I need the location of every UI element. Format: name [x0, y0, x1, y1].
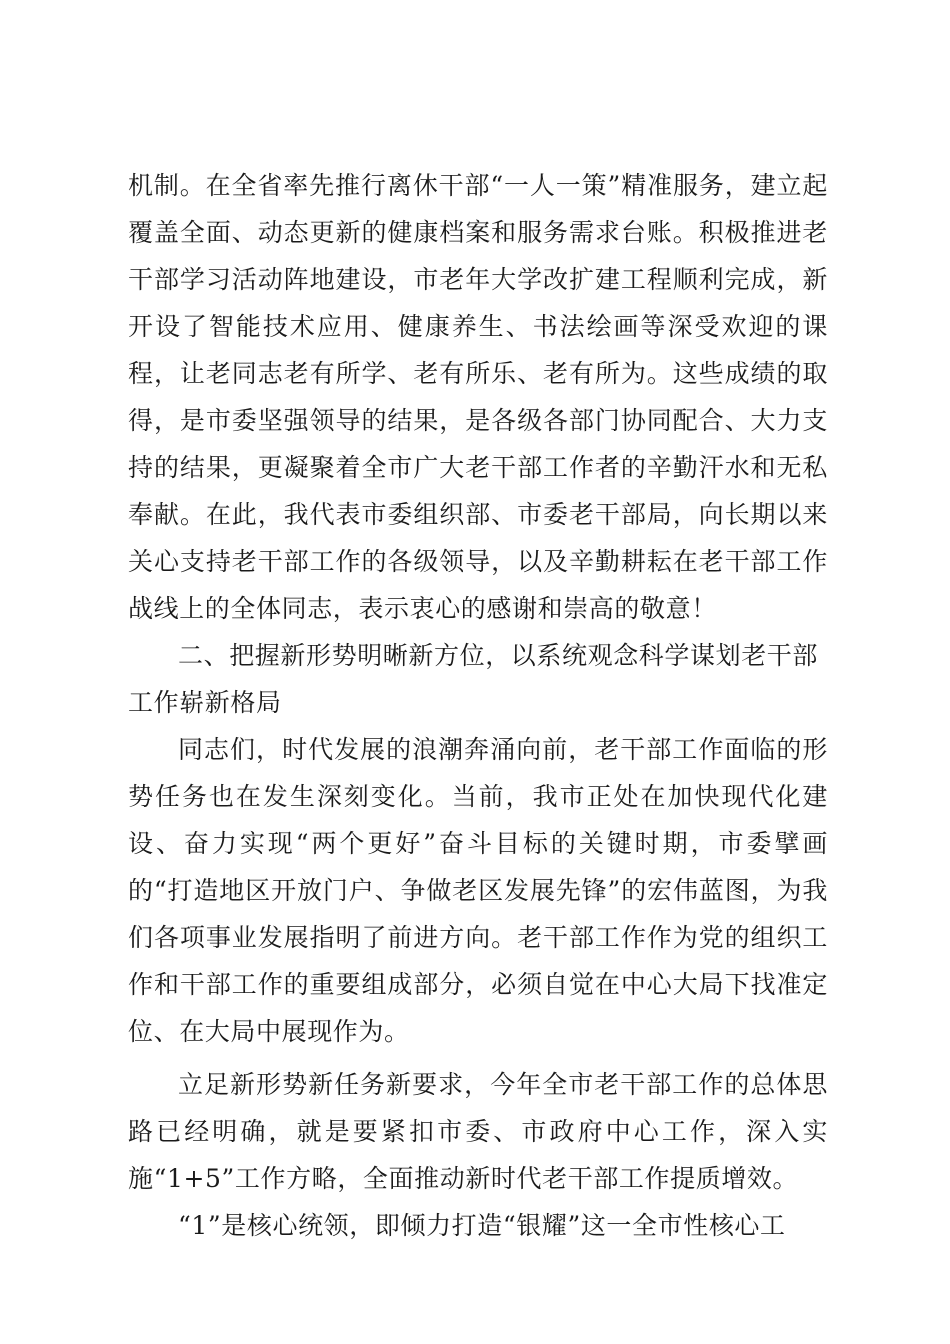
paragraph-general-approach: 立足新形势新任务新要求，今年全市老干部工作的总体思路已经明确，就是要紧扣市委、市政府中心工作，深入实施“1+5”工作方略，全面推动新时代老干部工作提质增效。 [128, 1070, 828, 1193]
document-body [128, 162, 828, 1249]
section-heading-two: 二、把握新形势明晰新方位，以系统观念科学谋划老干部工作崭新格局 [128, 641, 819, 717]
paragraph-core-lead: “1”是核心统领，即倾力打造“银耀”这一全市性核心工 [178, 1211, 786, 1240]
paragraph-continuation: 机制。在全省率先推行离休干部“一人一策”精准服务，建立起覆盖全面、动态更新的健康档案和服务需求台账。积极推进老干部学习活动阵地建设，市老年大学改扩建工程顺利完成，新开设了智能技术应用、健康养生、书法绘画等深受欢迎的课程，让老同志老有所学、老有所乐、老有所为。这些成绩的取得，是市委坚强领导的结果，是各级各部门协同配合、大力支持的结果，更凝聚着全市广大老干部工作者的辛勤汗水和无私奉献。在此，我代表市委组织部、市委老干部局，向长期以来关心支持老干部工作的各级领导，以及辛勤耕耘在老干部工作战线上的全体同志，表示衷心的感谢和崇高的敬意！ [128, 171, 828, 623]
paragraph-situation: 同志们，时代发展的浪潮奔涌向前，老干部工作面临的形势任务也在发生深刻变化。当前，我市正处在加快现代化建设、奋力实现“两个更好”奋斗目标的关键时期，市委擘画的“打造地区开放门户、争做老区发展先锋”的宏伟蓝图，为我们各项事业发展指明了前进方向。老干部工作作为党的组织工作和干部工作的重要组成部分，必须自觉在中心大局下找准定位、在大局中展现作为。 [128, 735, 828, 1046]
